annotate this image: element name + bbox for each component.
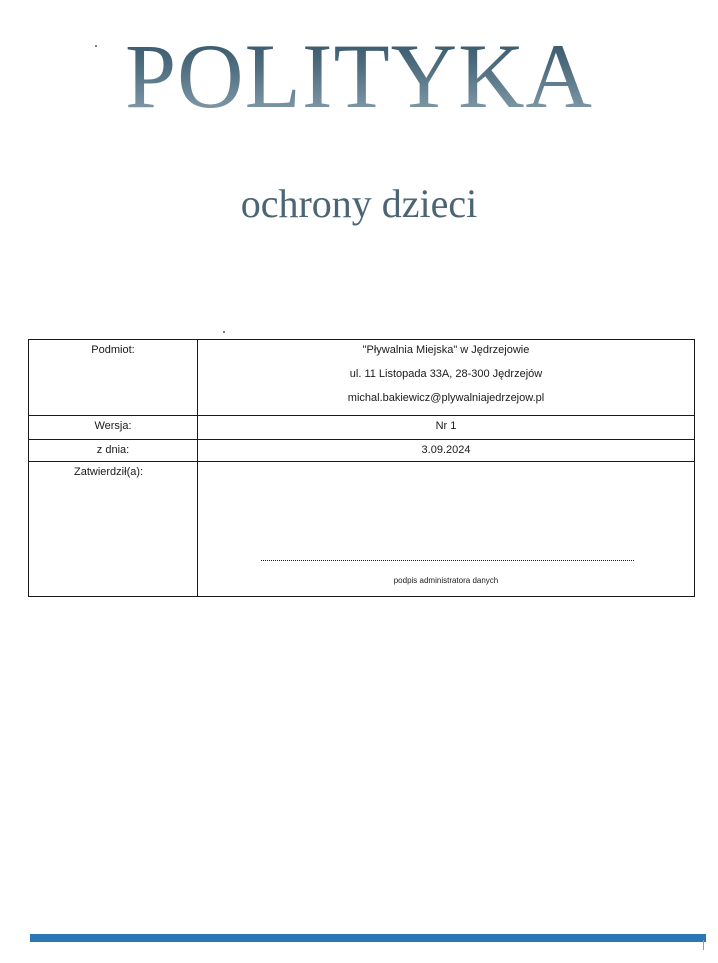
zatwierdzil-label: Zatwierdził(a): bbox=[74, 466, 144, 478]
scan-edge-mark bbox=[703, 940, 704, 950]
wersja-label: Wersja: bbox=[94, 420, 132, 432]
footer-bar bbox=[30, 934, 706, 942]
wersja-label-cell bbox=[29, 416, 198, 440]
wersja-value: Nr 1 bbox=[435, 420, 457, 432]
signature-area bbox=[198, 462, 694, 596]
document-subtitle: ochrony dzieci bbox=[240, 181, 478, 226]
z-dnia-label-cell bbox=[29, 440, 198, 462]
zatwierdzil-label-cell bbox=[29, 462, 198, 597]
podmiot-name: "Pływalnia Miejska" w Jędrzejowie bbox=[362, 344, 530, 356]
podmiot-value-cell bbox=[198, 340, 695, 416]
scan-speck bbox=[223, 331, 225, 333]
signature-line bbox=[261, 560, 634, 561]
table-row-z-dnia bbox=[29, 440, 695, 462]
podmiot-email: michal.bakiewicz@plywalniajedrzejow.pl bbox=[347, 392, 545, 404]
podmiot-address: ul. 11 Listopada 33A, 28-300 Jędrzejów bbox=[349, 368, 543, 380]
podmiot-label-cell bbox=[29, 340, 198, 416]
signature-caption: podpis administratora danych bbox=[393, 576, 499, 585]
document-title: POLITYKA bbox=[0, 26, 718, 126]
z-dnia-value: 3.09.2024 bbox=[421, 444, 471, 456]
document-info-table bbox=[28, 339, 695, 597]
z-dnia-label: z dnia: bbox=[96, 444, 130, 456]
z-dnia-value-cell bbox=[198, 440, 695, 462]
table-row-wersja bbox=[29, 416, 695, 440]
table-row-podmiot bbox=[29, 340, 695, 416]
wersja-value-cell bbox=[198, 416, 695, 440]
table-row-zatwierdzil bbox=[29, 462, 695, 597]
podmiot-label: Podmiot: bbox=[91, 344, 135, 356]
signature-cell bbox=[198, 462, 695, 597]
